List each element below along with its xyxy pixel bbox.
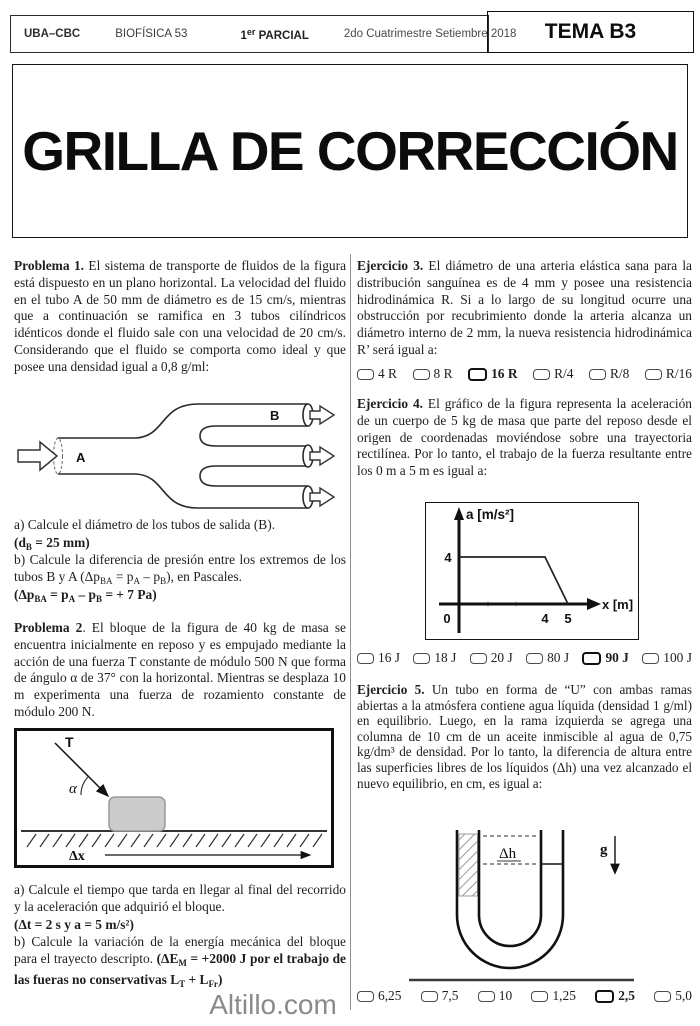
option-label: 100 J xyxy=(663,650,692,665)
header-term: 2do Cuatrimestre Setiembre 2018 xyxy=(343,28,517,40)
outflow-arrow-icons xyxy=(310,406,334,506)
checkbox-icon[interactable] xyxy=(413,653,430,664)
checkbox-icon[interactable] xyxy=(595,990,614,1003)
problema1-answer-b: ($\Delta p_{BA} = p_A - p_B$ = + 7 Pa) xyxy=(14,587,157,604)
tube-a-label: A xyxy=(76,450,86,465)
checkbox-icon[interactable] xyxy=(582,652,601,665)
answer-option[interactable] xyxy=(468,366,517,382)
answer-option[interactable] xyxy=(654,988,692,1004)
checkbox-icon[interactable] xyxy=(413,369,430,380)
checkbox-icon[interactable] xyxy=(533,369,550,380)
x-axis-arrow-icon xyxy=(587,598,601,610)
option-label: 6,25 xyxy=(378,988,402,1003)
checkbox-icon[interactable] xyxy=(478,991,495,1002)
problema2-question-a: a) Calcule el tiempo que tarda en llegar al final del recorrido y la aceleración que adquirió el bloque. xyxy=(14,882,346,914)
checkbox-icon[interactable] xyxy=(468,368,487,381)
x-tick-4-label: 4 xyxy=(541,611,549,626)
answer-option[interactable] xyxy=(526,650,569,666)
problema2-question-b: b) Calcule la variación de la energía mecánica del bloque para el trayecto descripto. ($\Delta E_M = +2000$ J por el trabajo de las fueras no conservativas $L_T + L_{Fr}$) xyxy=(14,934,346,989)
force-t-label: T xyxy=(65,734,74,750)
y-axis-label: a [m/s²] xyxy=(466,507,515,522)
option-label: 4 R xyxy=(378,366,397,381)
option-label: 5,0 xyxy=(675,988,692,1003)
option-label: 20 J xyxy=(490,650,513,665)
origin-label: 0 xyxy=(443,611,451,626)
block-force-figure xyxy=(17,731,331,865)
checkbox-icon[interactable] xyxy=(589,369,606,380)
delta-h-label: Δh xyxy=(499,846,517,862)
checkbox-icon[interactable] xyxy=(645,369,662,380)
option-label: 16 J xyxy=(378,650,400,665)
answer-option[interactable] xyxy=(357,366,397,382)
option-label: 7,5 xyxy=(441,988,459,1003)
checkbox-icon[interactable] xyxy=(654,991,671,1002)
ejercicio3-statement: Ejercicio 3. El diámetro de una arteria elástica sana para la distribución sanguínea es de 4 mm y posee una resistencia hidrodinámica R. Si a lo largo de su longitud ocurre una obstrucción por recubrimiento donde la arteria alcanza un diámetro interno de 2 mm, la nueva resistencia hidrodinámica R’ será igual a: xyxy=(357,258,692,357)
answer-option[interactable] xyxy=(589,366,629,382)
option-label: R/8 xyxy=(610,366,630,381)
x-tick-5-label: 5 xyxy=(564,611,572,626)
answer-option[interactable] xyxy=(645,366,692,382)
ejercicio4-statement: Ejercicio 4. El gráfico de la figura representa la aceleración de un cuerpo de 5 kg de masa que parte del reposo desde el origen de coordenadas moviéndose sobre una trayectoria rectilínea. Por lo tanto, el trabajo de la fuerza resultante entre los 0 m a 5 m es igual a: xyxy=(357,396,693,479)
title-box xyxy=(12,64,688,238)
u-tube-figure xyxy=(399,820,699,985)
answer-option[interactable] xyxy=(533,366,573,382)
branching-tubes-figure xyxy=(14,396,346,514)
answer-option[interactable] xyxy=(531,988,575,1004)
displacement-label: Δx xyxy=(69,849,85,864)
header-exam: 1er PARCIAL xyxy=(240,26,309,42)
header-bar xyxy=(10,15,517,53)
answer-option[interactable] xyxy=(413,366,453,382)
problema1-question-a: a) Calcule el diámetro de los tubos de salida (B). xyxy=(14,517,276,532)
option-label: 90 J xyxy=(605,650,629,665)
acceleration-curve xyxy=(459,557,568,604)
answer-option[interactable] xyxy=(470,650,513,666)
option-label: R/16 xyxy=(665,366,692,381)
block xyxy=(109,797,165,831)
x-axis-label: x [m] xyxy=(602,597,634,612)
answer-option[interactable] xyxy=(595,988,635,1004)
option-label: 18 J xyxy=(434,650,457,665)
problema1-statement: Problema 1. El sistema de transporte de fluidos de la figura está dispuesto en un plano horizontal. La velocidad del fluido en el tubo A de 50 mm de diámetro es de 15 cm/s, mientras que a continuación se ramifica en 3 tubos cilíndricos idénticos donde el fluido sale con una velocidad de 20 cm/s. Considerando que el fluido se comporta como ideal y que posee una densidad igual a 0,8 g/ml: xyxy=(14,258,347,374)
answer-option[interactable] xyxy=(582,650,628,666)
tube-b-label: B xyxy=(270,408,280,423)
force-t-arrow xyxy=(55,743,107,795)
answer-option[interactable] xyxy=(357,650,400,666)
problema1-question-b: b) Calcule la diferencia de presión entre los extremos de los tubos B y A $(\Delta p_{BA} = p_A - p_B)$, en Pascales. xyxy=(14,552,346,586)
answer-option[interactable] xyxy=(421,988,459,1004)
ground-hatching xyxy=(27,834,322,847)
option-label: 16 R xyxy=(491,366,518,381)
option-label: 80 J xyxy=(547,650,570,665)
option-label: 2,5 xyxy=(618,988,635,1003)
oil-column xyxy=(459,834,478,896)
page-title: GRILLA DE CORRECCIÓN xyxy=(22,120,678,182)
answer-option[interactable] xyxy=(413,650,456,666)
header-org: UBA–CBC xyxy=(24,28,81,40)
problema1-answer-a: ($d_B = 25$ mm) xyxy=(14,535,90,552)
acceleration-graph-frame xyxy=(425,502,639,640)
option-label: 10 xyxy=(498,988,513,1003)
option-label: 1,25 xyxy=(552,988,576,1003)
ejercicio5-statement: Ejercicio 5. Un tubo en forma de “U” con ambas ramas abiertas a la atmósfera contiene agua líquida (densidad 1 g/ml) en equilibrio. Luego, en la rama izquierda se agrega una columna de 10 cm de un aceite inmiscible al agua de 0,75 kg/dm³ de densidad. Por lo tanto, la diferencia de altura entre las superficies libres de los líquidos (Δh) una vez alcanzado el nuevo equilibrio, en cm, es igual a: xyxy=(357,682,692,791)
angle-arc xyxy=(81,777,89,796)
option-label: R/4 xyxy=(554,366,574,381)
acceleration-graph xyxy=(426,503,638,639)
tema-box xyxy=(487,11,694,53)
problema2-statement: Problema 2. El bloque de la figura de 40 kg de masa se encuentra inicialmente en reposo y es empujado mediante la acción de una fuerza T constante de módulo 500 N que forma de ángulo α de 37° con la horizontal. Mientras se desplaza 10 m experimenta una fuerza de rozamiento constante de módulo 200 N. xyxy=(14,620,346,719)
checkbox-icon[interactable] xyxy=(357,653,374,664)
watermark-text: Altillo.com xyxy=(209,989,337,1020)
checkbox-icon[interactable] xyxy=(642,653,659,664)
answer-option[interactable] xyxy=(642,650,692,666)
block-figure-frame xyxy=(14,728,334,868)
y-tick-label: 4 xyxy=(444,550,452,565)
answer-option[interactable] xyxy=(478,988,512,1004)
ejercicio4-options xyxy=(357,650,692,666)
angle-alpha-label: α xyxy=(69,781,77,797)
tema-label: TEMA B3 xyxy=(544,20,637,43)
y-axis-arrow-icon xyxy=(454,507,464,520)
header-course: BIOFÍSICA 53 xyxy=(115,28,188,40)
inflow-arrow-icon xyxy=(18,442,57,470)
checkbox-icon[interactable] xyxy=(357,369,374,380)
problema2-answer-a: (Δt = 2 s y a = 5 m/s²) xyxy=(14,917,134,932)
gravity-label: g xyxy=(600,842,608,858)
ejercicio3-options xyxy=(357,366,692,382)
option-label: 8 R xyxy=(433,366,453,381)
ejercicio5-options xyxy=(357,988,692,1004)
column-divider xyxy=(350,254,351,1010)
checkbox-icon[interactable] xyxy=(470,653,487,664)
checkbox-icon[interactable] xyxy=(421,991,438,1002)
checkbox-icon[interactable] xyxy=(526,653,543,664)
checkbox-icon[interactable] xyxy=(531,991,548,1002)
